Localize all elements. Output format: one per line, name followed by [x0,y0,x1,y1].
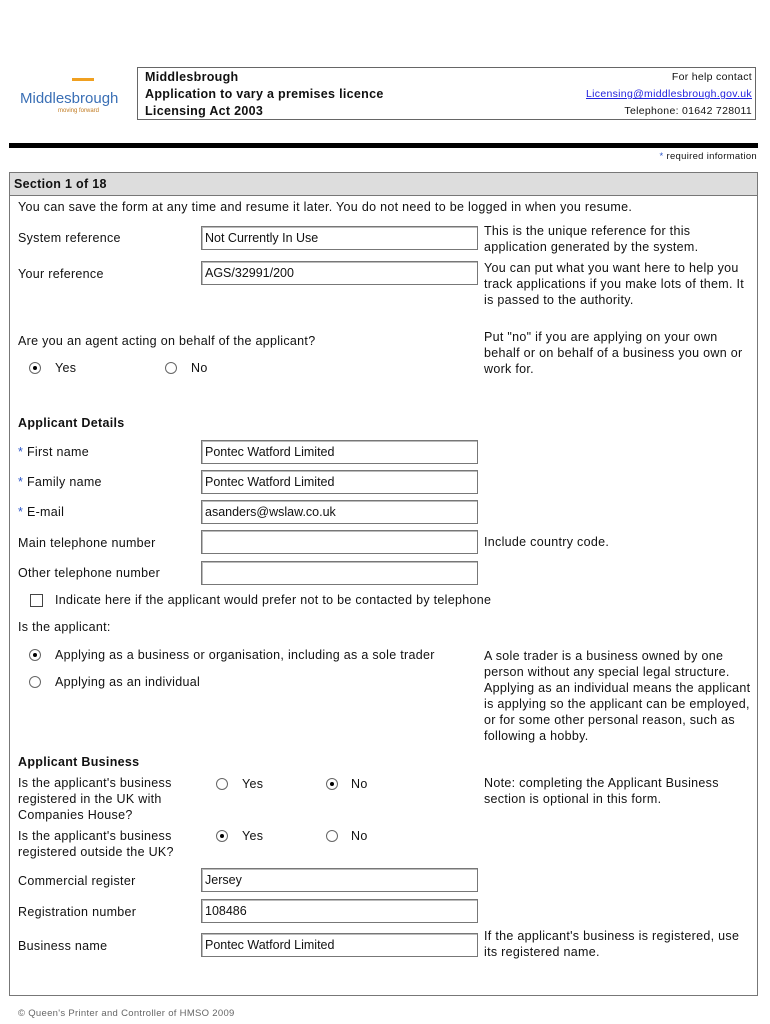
business-name-label: Business name [18,939,108,953]
no-telephone-contact-label: Indicate here if the applicant would prefer not to be contacted by telephone [55,593,492,607]
applicant-type-question: Is the applicant: [18,620,111,634]
email-label: * E-mail [18,505,65,519]
applicant-individual-radio[interactable] [29,676,41,688]
outside-uk-no-label: No [351,829,368,843]
your-reference-help: You can put what you want here to help you track applications if you make lots of them. It is passed to the authority. [484,261,745,307]
family-name-label: * Family name [18,475,102,489]
outside-uk-question: Is the applicant's business registered outside the UK? [18,829,174,859]
header-divider [9,143,758,148]
commercial-register-input[interactable]: Jersey [201,868,478,892]
applicant-business-label: Applying as a business or organisation, including as a sole trader [55,648,435,662]
first-name-input[interactable]: Pontec Watford Limited [201,440,478,464]
system-reference-help: This is the unique reference for this application generated by the system. [484,224,699,254]
outside-uk-no-radio[interactable] [326,830,338,842]
system-reference-label: System reference [18,231,121,245]
family-name-input[interactable]: Pontec Watford Limited [201,470,478,494]
agent-no-radio[interactable] [165,362,177,374]
act-name: Licensing Act 2003 [145,104,264,118]
outside-uk-yes-label: Yes [242,829,264,843]
agent-question: Are you an agent acting on behalf of the applicant? [18,334,316,348]
help-label: For help contact [671,71,752,83]
first-name-label: * First name [18,445,89,459]
your-reference-input[interactable]: AGS/32991/200 [201,261,478,285]
uk-registered-no-label: No [351,777,368,791]
form-title: Application to vary a premises licence [145,87,384,101]
uk-registered-yes-radio[interactable] [216,778,228,790]
main-telephone-help: Include country code. [484,535,610,549]
outside-uk-yes-radio[interactable] [216,830,228,842]
section-title: Section 1 of 18 [14,177,107,191]
help-telephone: Telephone: 01642 728011 [624,105,752,117]
header-box [137,67,756,120]
section-intro: You can save the form at any time and resume it later. You do not need to be logged in when you resume. [18,200,633,214]
registration-number-label: Registration number [18,905,137,919]
required-note: * required information [659,151,757,162]
section-header [10,173,757,196]
other-telephone-input[interactable] [201,561,478,585]
uk-registered-no-radio[interactable] [326,778,338,790]
applicant-business-radio[interactable] [29,649,41,661]
business-name-help: If the applicant's business is registered, use its registered name. [484,929,740,959]
applicant-business-heading: Applicant Business [18,755,140,769]
org-name: Middlesbrough [145,70,239,84]
system-reference-field: Not Currently In Use [201,226,478,250]
your-reference-label: Your reference [18,267,104,281]
agent-help: Put "no" if you are applying on your own behalf or on behalf of a business you own or work for. [484,330,743,376]
other-telephone-label: Other telephone number [18,566,161,580]
business-name-input[interactable]: Pontec Watford Limited [201,933,478,957]
applicant-details-heading: Applicant Details [18,416,125,430]
main-telephone-label: Main telephone number [18,536,156,550]
uk-registered-question: Is the applicant's business registered in the UK with Companies House? [18,776,172,822]
agent-yes-label: Yes [55,361,77,375]
copyright-footer: © Queen's Printer and Controller of HMSO 2009 [18,1008,235,1019]
agent-no-label: No [191,361,208,375]
applicant-individual-label: Applying as an individual [55,675,201,689]
applicant-business-note: Note: completing the Applicant Business section is optional in this form. [484,776,719,806]
registration-number-input[interactable]: 108486 [201,899,478,923]
applicant-type-help: A sole trader is a business owned by one person without any special legal structure. Applying as an individual means the applicant is applying so the applicant can be employed, or for some other personal reason, such as following a hobby. [484,649,751,743]
uk-registered-yes-label: Yes [242,777,264,791]
commercial-register-label: Commercial register [18,874,136,888]
main-telephone-input[interactable] [201,530,478,554]
email-input[interactable]: asanders@wslaw.co.uk [201,500,478,524]
help-email-link[interactable]: Licensing@middlesbrough.gov.uk [586,88,752,100]
middlesbrough-logo: Middlesbrough moving forward [20,78,116,118]
agent-yes-radio[interactable] [29,362,41,374]
no-telephone-contact-checkbox[interactable] [30,594,43,607]
